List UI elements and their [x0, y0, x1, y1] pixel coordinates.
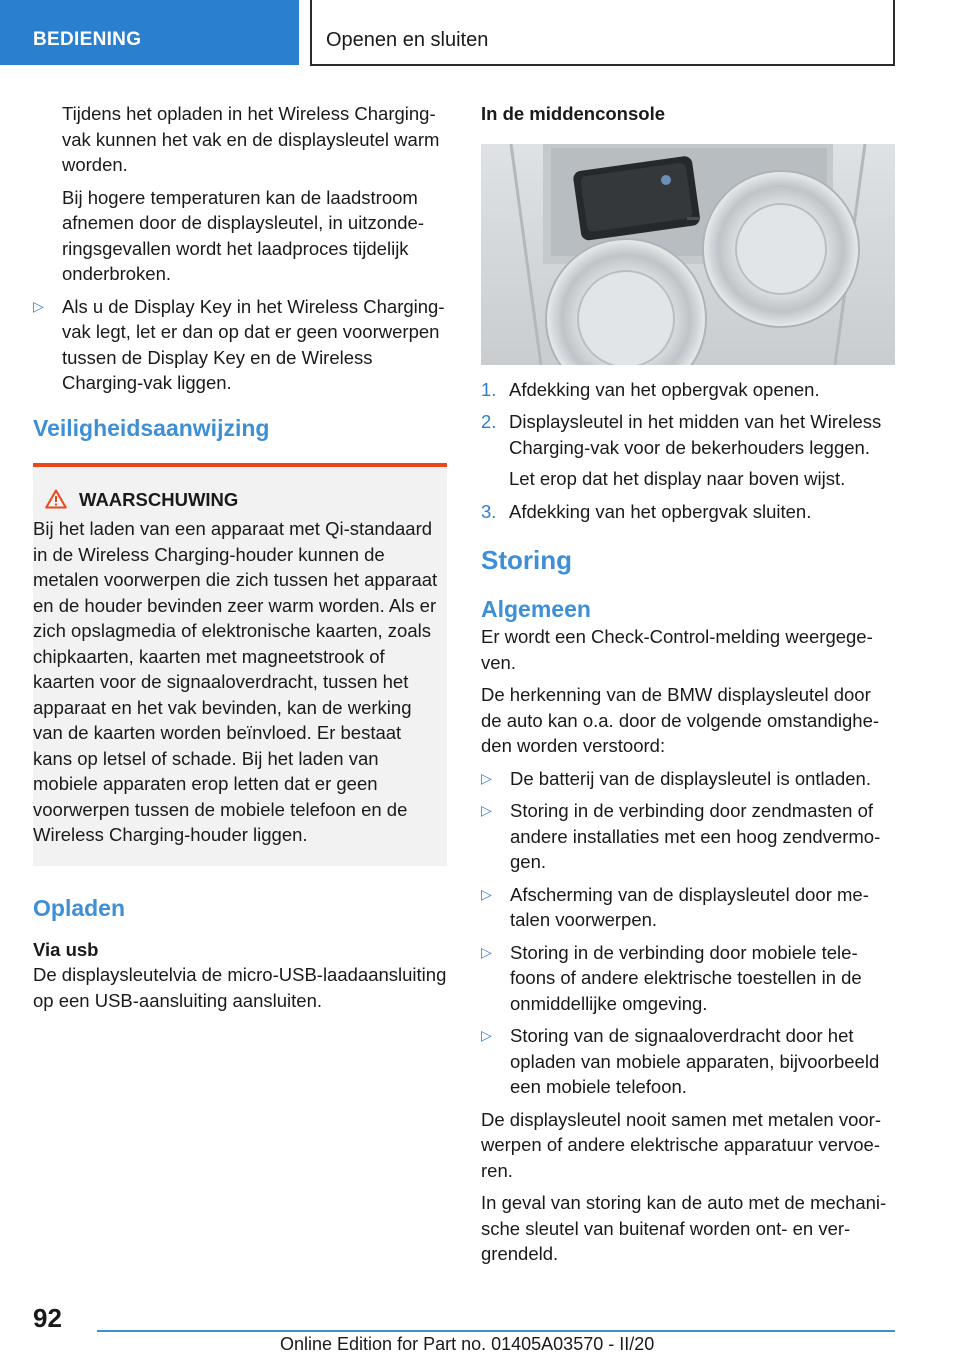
paragraph: De displaysleutelvia de micro-USB-laadaansluiting op een USB-aansluiting aansluiten.: [33, 964, 447, 1011]
paragraph: Tijdens het opladen in het Wireless Charging-vak kunnen het vak en de displaysleutel warm worden.: [62, 103, 440, 175]
list-item-text: Afscherming van de displaysleutel door metalen voorwerpen.: [510, 883, 869, 930]
center-console-photo: [481, 144, 895, 365]
paragraph: De displaysleutel nooit samen met metalen voorwerpen of andere elektrische apparatuur vervoeren.: [481, 1108, 882, 1181]
header-divider: [310, 0, 312, 66]
warning-header: [33, 487, 439, 513]
chapter-title: Openen en sluiten: [326, 29, 489, 51]
steps-list: [481, 377, 895, 525]
section-tab: [0, 0, 299, 65]
paragraph: Er wordt een Check-Control-melding weergegeven.: [481, 626, 873, 673]
list-item: [33, 294, 447, 396]
warning-triangle-icon: [33, 489, 79, 509]
list-item-text: De batterij van de displaysleutel is ontladen.: [510, 767, 871, 789]
step-text: Afdekking van het opbergvak openen.: [509, 378, 820, 400]
warning-title: WAARSCHUWING: [79, 488, 239, 510]
triangle-bullet-icon: ▷: [481, 885, 492, 902]
left-column: [33, 101, 447, 1013]
list-item: [481, 940, 895, 1017]
step-text: Afdekking van het opbergvak sluiten.: [509, 500, 812, 522]
warning-text: Bij het laden van een apparaat met Qi-standaard in de Wireless Charging-houder kunnen de metalen voorwerpen die zich tussen het apparaat en de houder bevinden zeer warm worden. Als er zich opslagmedia of elektronische kaarten, zoals chipkaarten, kaarten met magneetstrook of kaarten voor de signaaloverdracht, tussen het apparaat en het vak bevinden, kan de werking van de kaarten worden beïnvloed. Er bestaat kans op letsel of schade. Bij het laden van mobiele apparaten erop letten dat er geen voorwerpen tussen de mobiele telefoon en de Wireless Charging-houder liggen.: [33, 518, 438, 845]
console-heading: In de middenconsole: [481, 103, 665, 124]
warning-box: [33, 463, 447, 866]
charging-heading: Opladen: [33, 894, 126, 921]
triangle-bullet-icon: ▷: [481, 943, 492, 960]
edition-note: Online Edition for Part no. 01405A03570 - II/20: [280, 1334, 655, 1354]
list-item: [481, 882, 895, 933]
triangle-bullet-icon: ▷: [33, 297, 44, 314]
list-item: [481, 766, 895, 792]
list-item: [481, 1023, 895, 1100]
triangle-bullet-icon: ▷: [481, 1027, 492, 1043]
step-item: [481, 409, 895, 460]
step-note: Let erop dat het display naar boven wijst.: [509, 468, 846, 489]
step-number: 2.: [481, 411, 497, 432]
step-number: 1.: [481, 378, 497, 400]
list-item-text: Storing in de verbinding door mobiele telefoons of andere elektrische toestellen in de onmiddellijke omgeving.: [510, 941, 862, 1014]
page-number: 92: [33, 1303, 62, 1333]
list-item-text: Als u de Display Key in het Wireless Charging-vak legt, let er dan op dat er geen voorwerpen tussen de Display Key en de Wireless Charging-vak liggen.: [62, 295, 445, 393]
paragraph: De herkenning van de BMW displaysleutel door de auto kan o.a. door de volgende omstandigheden worden verstoord:: [481, 684, 880, 756]
section-label: BEDIENING: [33, 29, 142, 50]
paragraph: Bij hogere temperaturen kan de laadstroom afnemen door de displaysleutel, in uitzonderingsgevallen wordt het laadproces tijdelijk onderbroken.: [62, 186, 425, 284]
fault-heading: Storing: [481, 545, 572, 575]
triangle-bullet-icon: ▷: [481, 802, 492, 818]
cause-list: [481, 766, 895, 1100]
step-item: [481, 377, 895, 403]
list-item-text: Storing in de verbinding door zendmasten of andere installaties met een hoog zendvermogen.: [510, 800, 881, 872]
step-text: Displaysleutel in het midden van het Wireless Charging-vak voor de bekerhouders leggen.: [509, 411, 882, 458]
triangle-bullet-icon: ▷: [481, 769, 492, 786]
step-item: [481, 499, 895, 525]
paragraph: In geval van storing kan de auto met de mechanische sleutel van buitenaf worden ont- en vergrendeld.: [481, 1192, 887, 1264]
header-divider: [893, 0, 895, 66]
safety-heading: Veiligheidsaanwijzing: [33, 414, 270, 441]
list-item-text: Storing van de signaaloverdracht door het opladen van mobiele apparaten, bijvoorbeeld een mobiele telefoon.: [510, 1025, 880, 1097]
right-column: [481, 101, 895, 1267]
footer-rule: [97, 1330, 895, 1332]
header-underline: [310, 64, 895, 66]
usb-heading: Via usb: [33, 938, 99, 960]
list-item: [481, 798, 895, 875]
general-heading: Algemeen: [481, 596, 591, 622]
step-number: 3.: [481, 500, 497, 522]
